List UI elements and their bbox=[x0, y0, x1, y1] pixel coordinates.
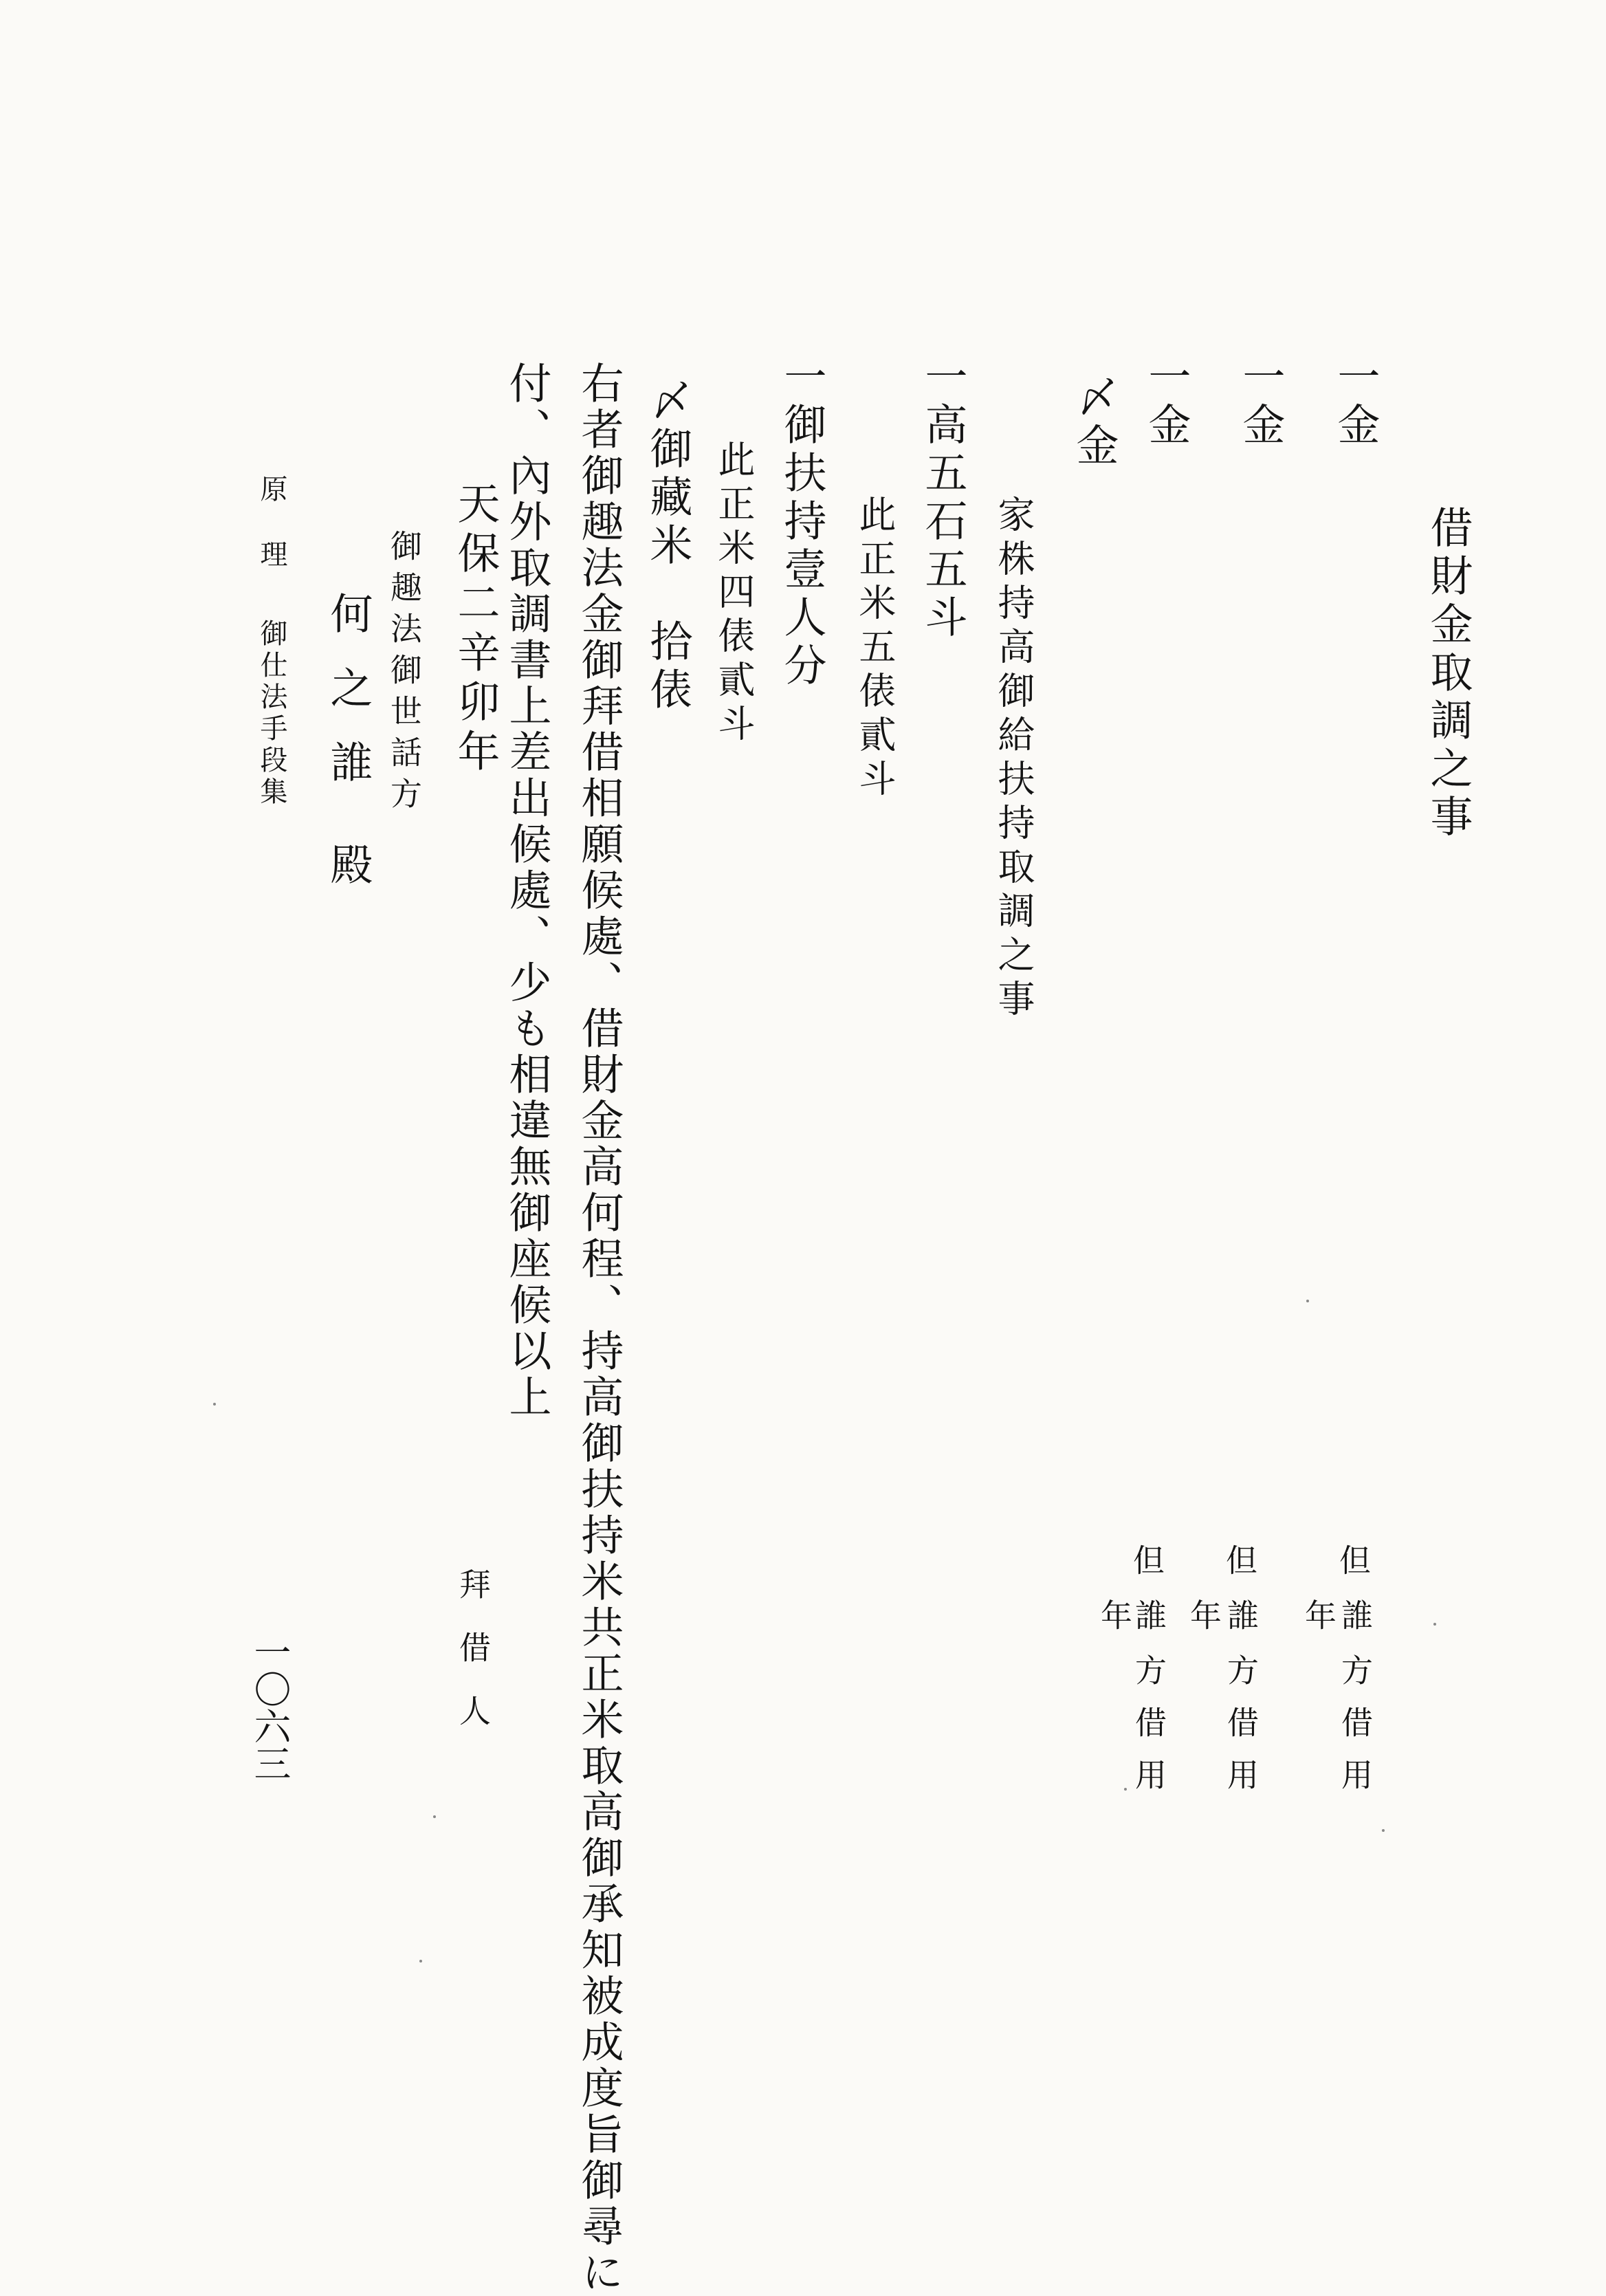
date-line: 天保二辛卯年 bbox=[450, 481, 500, 778]
item-fuchi: 一御扶持壹人分 bbox=[777, 354, 827, 691]
item-taka: 一高五石五斗 bbox=[918, 354, 968, 643]
borrower-label: 拜借人 bbox=[454, 1568, 492, 1758]
item-kin-3: 一金 bbox=[1141, 354, 1191, 450]
scan-speck bbox=[213, 1403, 216, 1406]
scan-speck bbox=[1124, 1788, 1127, 1791]
annotation-tada: 但 bbox=[1128, 1544, 1165, 1584]
footer-book-title: 御仕法手段集 bbox=[256, 619, 287, 809]
annotation-year: 年 bbox=[1096, 1599, 1133, 1639]
scan-speck bbox=[419, 1960, 422, 1962]
item-kin-2: 一金 bbox=[1235, 354, 1286, 450]
annotation-who: 誰 bbox=[1336, 1599, 1374, 1639]
annotation-tada: 但 bbox=[1221, 1544, 1258, 1584]
item-fuchi-rice: 此正米四俵貳斗 bbox=[712, 440, 756, 748]
annotation-year: 年 bbox=[1185, 1599, 1222, 1639]
office-name: 御趣法御世話方 bbox=[386, 529, 423, 818]
scan-speck bbox=[1382, 1829, 1385, 1832]
footer-gen: 原 bbox=[256, 474, 287, 514]
item-total-kin: 〆金 bbox=[1069, 375, 1119, 471]
body-line-1: 右者御趣法金御拜借相願候處、借財金高何程、持高御扶持米共正米取高御承知被成度旨御尋に bbox=[574, 361, 624, 2296]
annotation-rest: 方借用 bbox=[1336, 1654, 1374, 1811]
scan-speck bbox=[1433, 1623, 1436, 1626]
annotation-rest: 方借用 bbox=[1222, 1654, 1260, 1811]
item-taka-rice: 此正米五俵貳斗 bbox=[853, 495, 896, 803]
addressee-suffix: 殿 bbox=[323, 842, 373, 890]
addressee-name: 何之誰 bbox=[323, 591, 373, 814]
annotation-tada: 但 bbox=[1334, 1544, 1372, 1584]
annotation-who: 誰 bbox=[1130, 1599, 1167, 1639]
scan-speck bbox=[1306, 1300, 1309, 1302]
page-number: 一〇六三 bbox=[248, 1633, 292, 1782]
footer-ri: 理 bbox=[256, 540, 287, 580]
annotation-year: 年 bbox=[1300, 1599, 1337, 1639]
item-total-kura: 〆御藏米 拾俵 bbox=[643, 378, 693, 715]
scan-speck bbox=[433, 1815, 436, 1818]
annotation-rest: 方借用 bbox=[1130, 1654, 1167, 1811]
body-line-2: 付、內外取調書上差出候處、少も相違無御座候以上 bbox=[502, 361, 552, 1421]
annotation-who: 誰 bbox=[1222, 1599, 1260, 1639]
document-title: 借財金取調之事 bbox=[1423, 505, 1473, 842]
section-title-kabu: 家株持高御給扶持取調之事 bbox=[992, 495, 1035, 1023]
item-kin-1: 一金 bbox=[1330, 354, 1380, 450]
